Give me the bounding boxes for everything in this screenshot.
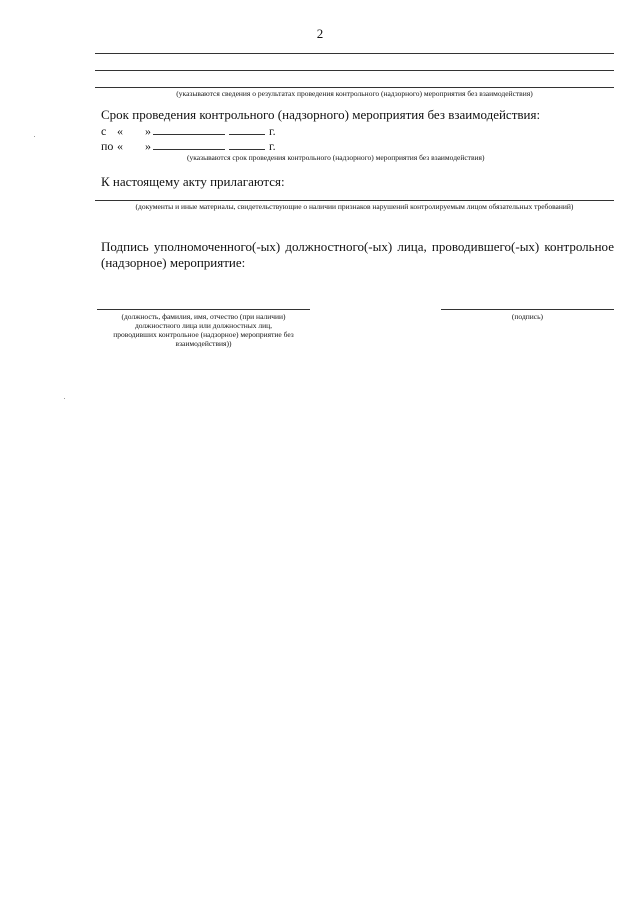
signature-text-line-2: (надзорное) мероприятие: — [101, 255, 246, 270]
term-caption: (указываются срок проведения контрольного (надзорного) мероприятия без взаимодействия) — [187, 153, 485, 162]
results-line-1 — [95, 53, 614, 54]
results-line-3 — [95, 87, 614, 88]
official-line — [97, 309, 310, 310]
results-caption: (указываются сведения о результатах проведения контрольного (надзорного) мероприятия без взаимодействия) — [176, 89, 533, 98]
from-prefix: с — [101, 124, 107, 138]
quote-open: « — [117, 139, 123, 153]
scan-speck — [64, 398, 65, 399]
attachments-heading: К настоящему акту прилагаются: — [101, 174, 285, 189]
quote-close: » — [145, 124, 151, 138]
quote-close: » — [145, 139, 151, 153]
term-to-row — [101, 139, 276, 153]
to-month-field[interactable] — [153, 139, 225, 150]
to-year-suffix: г. — [269, 139, 276, 153]
attachments-line — [95, 200, 614, 201]
results-line-2 — [95, 70, 614, 71]
scan-speck — [34, 136, 35, 137]
page-number: 2 — [316, 26, 324, 41]
official-caption — [97, 312, 310, 348]
official-caption-line-2: должностного лица или должностных лиц, — [134, 321, 273, 330]
attachments-caption: (документы и иные материалы, свидетельствующие о наличии признаков нарушений контролируемым лицом обязательных требований) — [135, 202, 574, 211]
from-year-field[interactable] — [229, 124, 265, 135]
sign-line — [441, 309, 614, 310]
quote-open: « — [117, 124, 123, 138]
official-caption-line-4: взаимодействия)) — [175, 339, 232, 348]
official-caption-line-3: проводивших контрольное (надзорное) мероприятие без — [113, 330, 294, 339]
signature-text-line-1: Подпись уполномоченного(-ых) должностного(-ых) лица, проводившего(-ых) контрольное — [101, 239, 614, 254]
sign-caption: (подпись) — [511, 312, 544, 321]
to-year-field[interactable] — [229, 139, 265, 150]
term-from-row — [101, 124, 276, 138]
to-prefix: по — [101, 139, 114, 153]
from-year-suffix: г. — [269, 124, 276, 138]
from-month-field[interactable] — [153, 124, 225, 135]
term-heading: Срок проведения контрольного (надзорного) мероприятия без взаимодействия: — [101, 107, 541, 122]
official-caption-line-1: (должность, фамилия, имя, отчество (при наличии) — [121, 312, 286, 321]
